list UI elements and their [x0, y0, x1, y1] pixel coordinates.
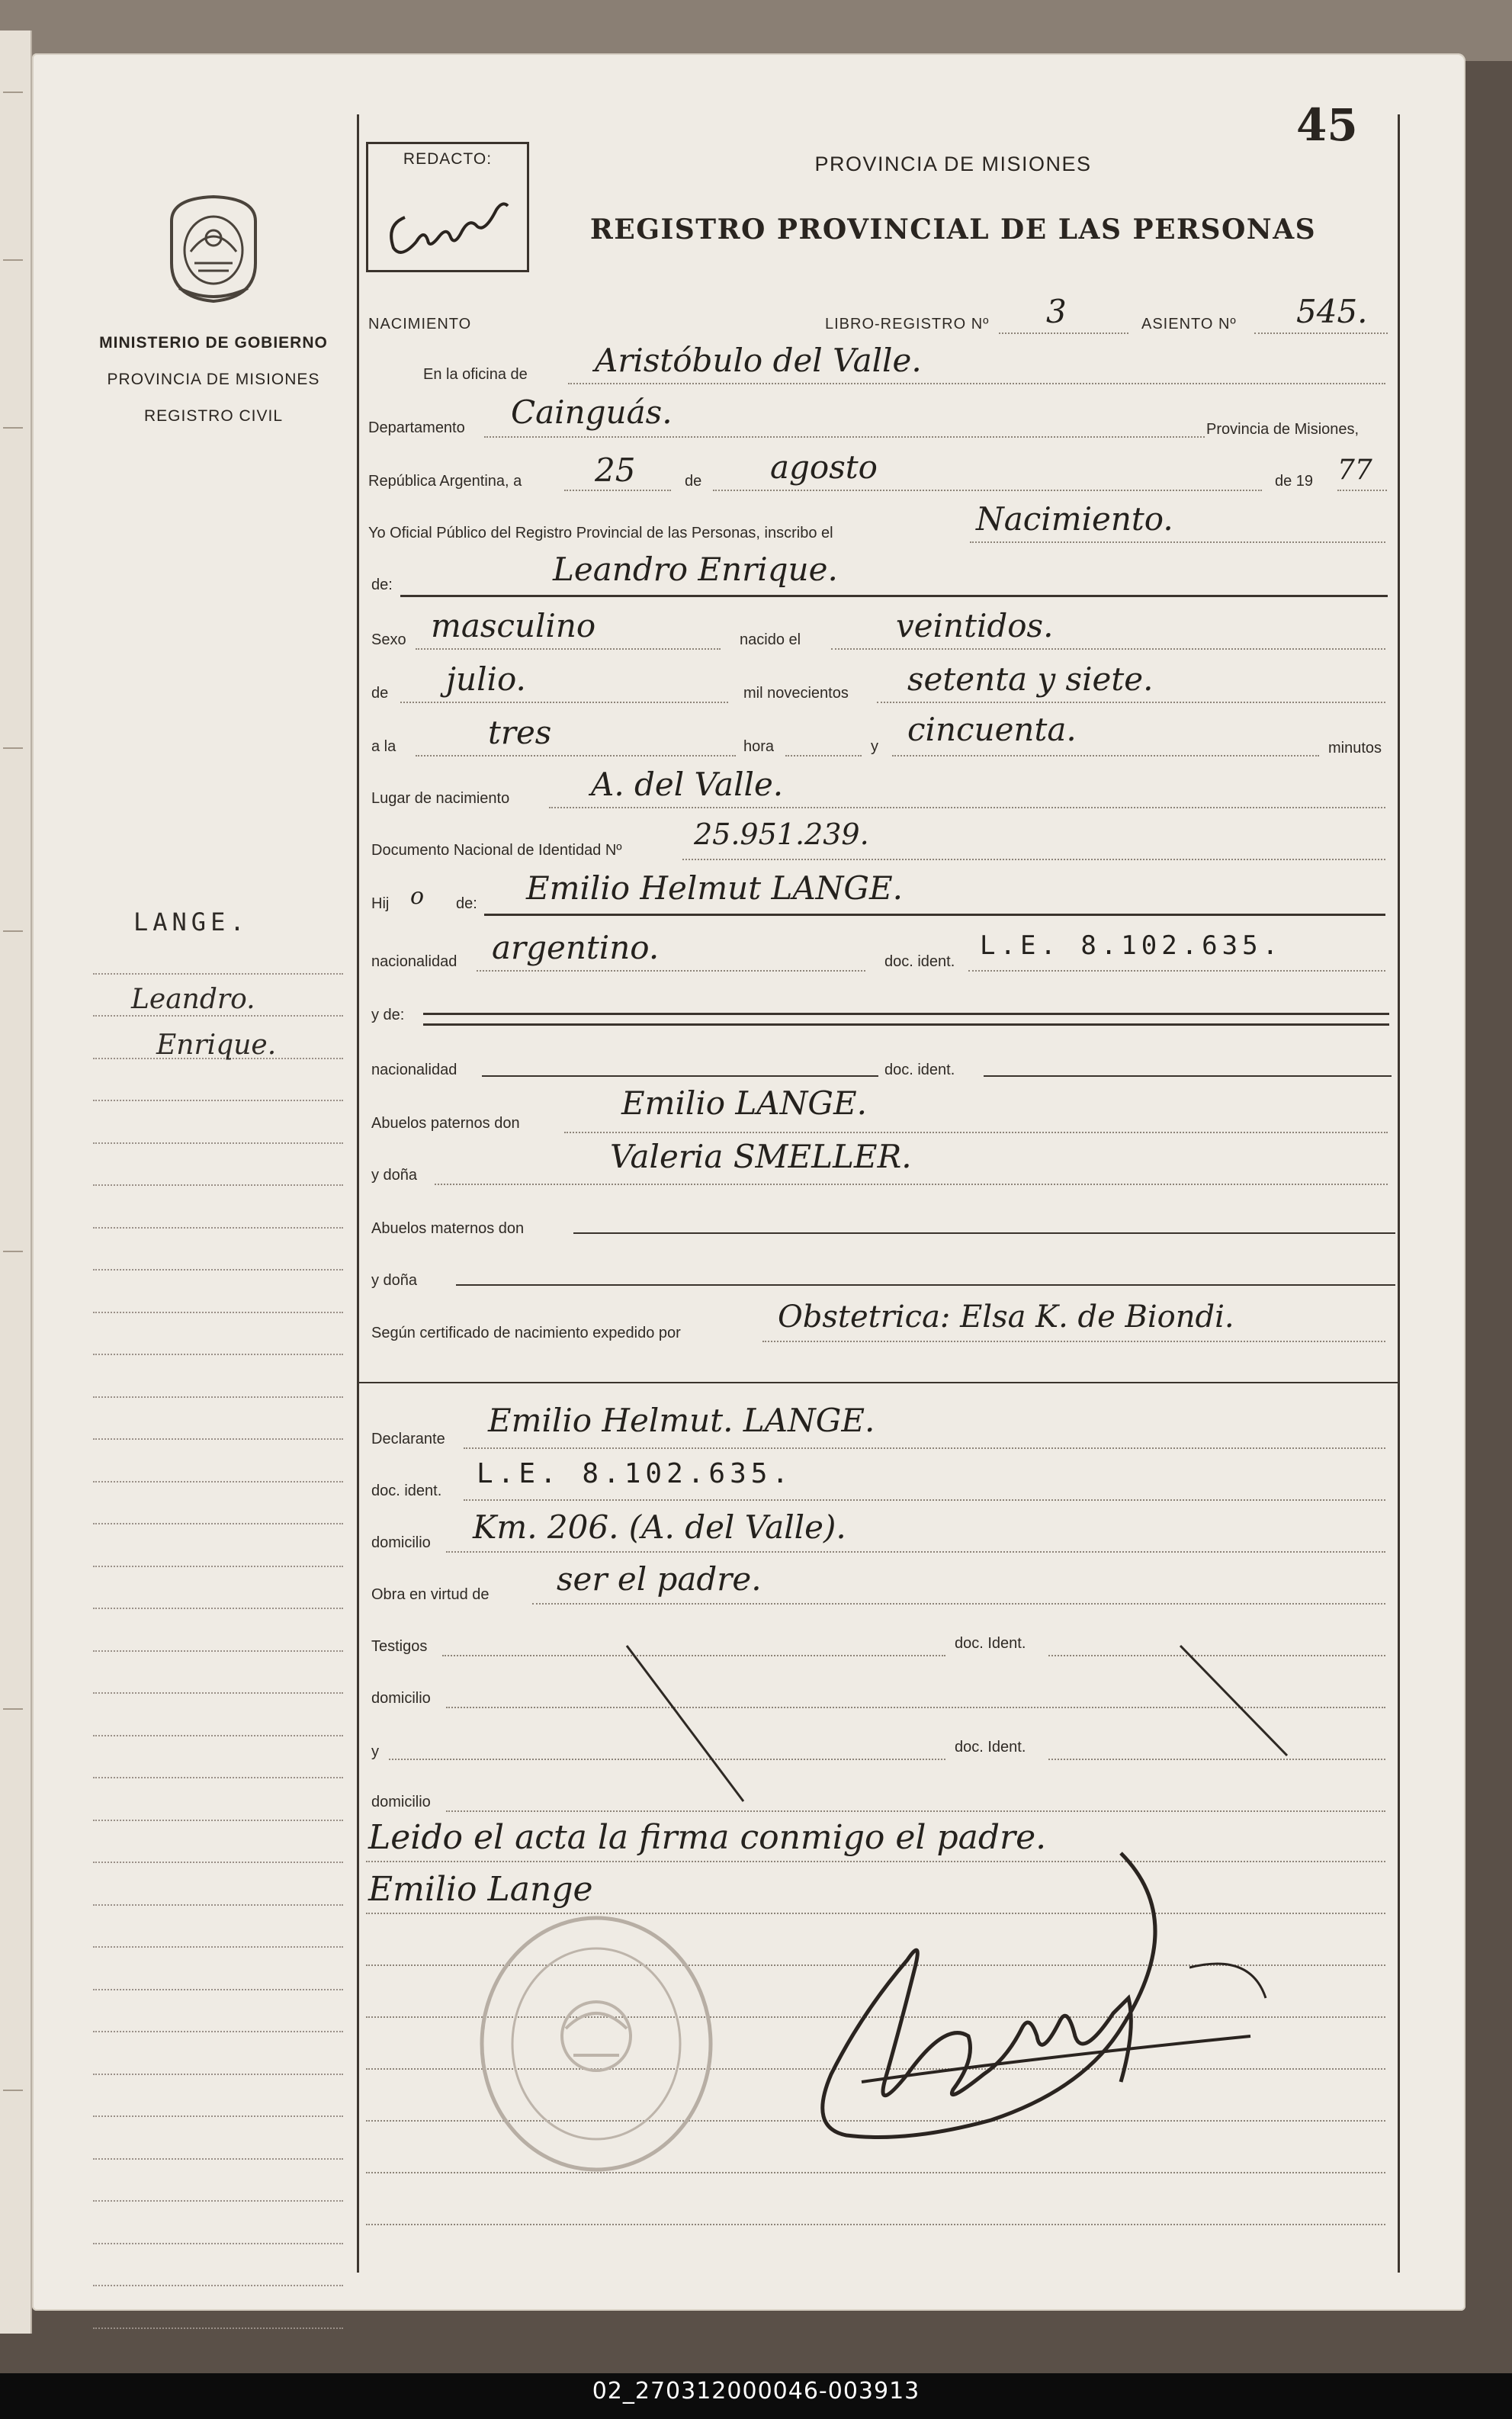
margin-note-given-1: Leandro. [131, 984, 255, 1015]
margin-rule [357, 114, 359, 2273]
nombre-value: Leandro Enrique. [553, 551, 838, 588]
asiento-value: 545. [1296, 293, 1368, 330]
departamento-value: Cainguás. [511, 394, 673, 431]
inscribo-value: Nacimiento. [976, 500, 1173, 538]
domicilio-label-3: domicilio [371, 1794, 431, 1810]
image-caption: 02_270312000046-003913 [592, 2378, 920, 2405]
doc-ident-label-2: doc. ident. [884, 1062, 955, 1078]
nacimiento-label: NACIMIENTO [368, 316, 472, 332]
right-rule [1398, 114, 1400, 2273]
hijo-label: Hij [371, 895, 390, 912]
ministry-line-3: REGISTRO CIVIL [143, 407, 284, 425]
certificado-value: Obstetrica: Elsa K. de Biondi. [778, 1299, 1234, 1335]
abuelos-maternos-label: Abuelos maternos don [371, 1220, 525, 1237]
nacionalidad-label-2: nacionalidad [371, 1062, 457, 1078]
anio-label: de 19 [1275, 473, 1314, 490]
redacto-box [366, 142, 529, 272]
certificado-label: Según certificado de nacimiento expedido por [371, 1325, 681, 1341]
registry-stamp [467, 1914, 726, 2219]
de-label-1: de [685, 473, 702, 490]
asiento-label: ASIENTO Nº [1141, 316, 1237, 332]
mes-nacimiento-value: julio. [446, 660, 526, 698]
y-label-2: y [371, 1743, 379, 1760]
libro-label: LIBRO-REGISTRO Nº [825, 316, 990, 332]
sexo-value: masculino [431, 607, 596, 644]
abuelos-paternos-label: Abuelos paternos don [371, 1115, 520, 1132]
domicilio-label-2: domicilio [371, 1690, 431, 1707]
y-dona-label-1: y doña [371, 1167, 418, 1184]
closing-text: Leido el acta la firma conmigo el padre. [368, 1818, 1047, 1857]
ministry-line-1: MINISTERIO DE GOBIERNO [99, 334, 328, 352]
sexo-label: Sexo [371, 631, 406, 648]
hora-label: hora [743, 738, 775, 755]
doc-ident-label-4: doc. Ident. [955, 1635, 1026, 1652]
mes-value: agosto [770, 448, 878, 486]
margin-note-surname: LANGE. [133, 908, 249, 936]
doc-ident-value-3: L.E. 8.102.635. [477, 1458, 794, 1489]
declarante-value: Emilio Helmut. LANGE. [488, 1402, 875, 1439]
registry-title: REGISTRO PROVINCIAL DE LAS PERSONAS [589, 214, 1317, 246]
provincia-label: Provincia de Misiones, [1206, 421, 1360, 438]
dni-label: Documento Nacional de Identidad Nº [371, 842, 622, 859]
hora-value: tres [488, 714, 552, 751]
y-dona-label-2: y doña [371, 1272, 418, 1289]
obra-label: Obra en virtud de [371, 1586, 490, 1603]
lugar-value: A. del Valle. [591, 766, 784, 803]
doc-ident-label-5: doc. Ident. [955, 1739, 1026, 1756]
redacto-signature [382, 187, 512, 263]
doc-ident-label-1: doc. ident. [884, 953, 955, 970]
testigos-label: Testigos [371, 1638, 428, 1655]
yo-oficial-label: Yo Oficial Público del Registro Provincial de las Personas, inscribo el [368, 525, 833, 541]
declarant-signature: Emilio Lange [368, 1870, 593, 1909]
minutos-value: cincuenta. [907, 711, 1077, 748]
domicilio-label-1: domicilio [371, 1534, 431, 1551]
abuelo-paterno-value: Emilio LANGE. [621, 1084, 867, 1122]
ministry-heading [84, 325, 343, 435]
nacionalidad-label-1: nacionalidad [371, 953, 457, 970]
domicilio-value-1: Km. 206. (A. del Valle). [473, 1508, 846, 1546]
section-divider [359, 1382, 1398, 1383]
de-label-3: de [371, 685, 389, 702]
hijo-suffix: o [410, 883, 425, 910]
de-label-2: de: [371, 577, 393, 593]
dni-value: 25.951.239. [694, 818, 869, 851]
oficina-label: En la oficina de [423, 366, 528, 383]
anio-nacimiento-value: setenta y siete. [907, 660, 1154, 698]
hijo-de-label: de: [456, 895, 477, 912]
republica-label: República Argentina, a [368, 473, 522, 490]
margin-note-lines [93, 932, 343, 2329]
nacido-label: nacido el [740, 631, 801, 648]
anio-value: 77 [1337, 455, 1372, 486]
obra-value: ser el padre. [557, 1560, 762, 1598]
abuela-paterna-value: Valeria SMELLER. [610, 1138, 912, 1175]
official-signature [793, 1830, 1281, 2181]
doc-ident-value-1: L.E. 8.102.635. [980, 930, 1283, 961]
oficina-value: Aristóbulo del Valle. [595, 342, 922, 379]
padre-value: Emilio Helmut LANGE. [526, 869, 903, 907]
a-la-label: a la [371, 738, 396, 755]
redacto-label: REDACTO: [403, 150, 493, 168]
ministry-line-2: PROVINCIA DE MISIONES [107, 371, 320, 388]
y-de-label: y de: [371, 1007, 405, 1023]
background-top [0, 0, 1512, 61]
declarante-label: Declarante [371, 1431, 445, 1447]
margin-note-given-2: Enrique. [156, 1030, 277, 1061]
departamento-label: Departamento [368, 419, 465, 436]
dia-value: 25 [595, 451, 636, 489]
y-label-1: y [871, 738, 878, 755]
lugar-label: Lugar de nacimiento [371, 790, 510, 807]
mil-novecientos-label: mil novecientos [743, 685, 849, 702]
nacionalidad-value-1: argentino. [492, 929, 660, 966]
folio-number: 45 [1296, 99, 1358, 151]
misiones-coat-of-arms-icon [164, 191, 263, 304]
libro-value: 3 [1046, 293, 1067, 330]
minutos-label: minutos [1328, 740, 1382, 757]
nacido-value: veintidos. [896, 607, 1054, 644]
doc-ident-label-3: doc. ident. [371, 1483, 442, 1499]
province-title: PROVINCIA DE MISIONES [814, 153, 1092, 175]
facing-page-edge [0, 31, 32, 2334]
